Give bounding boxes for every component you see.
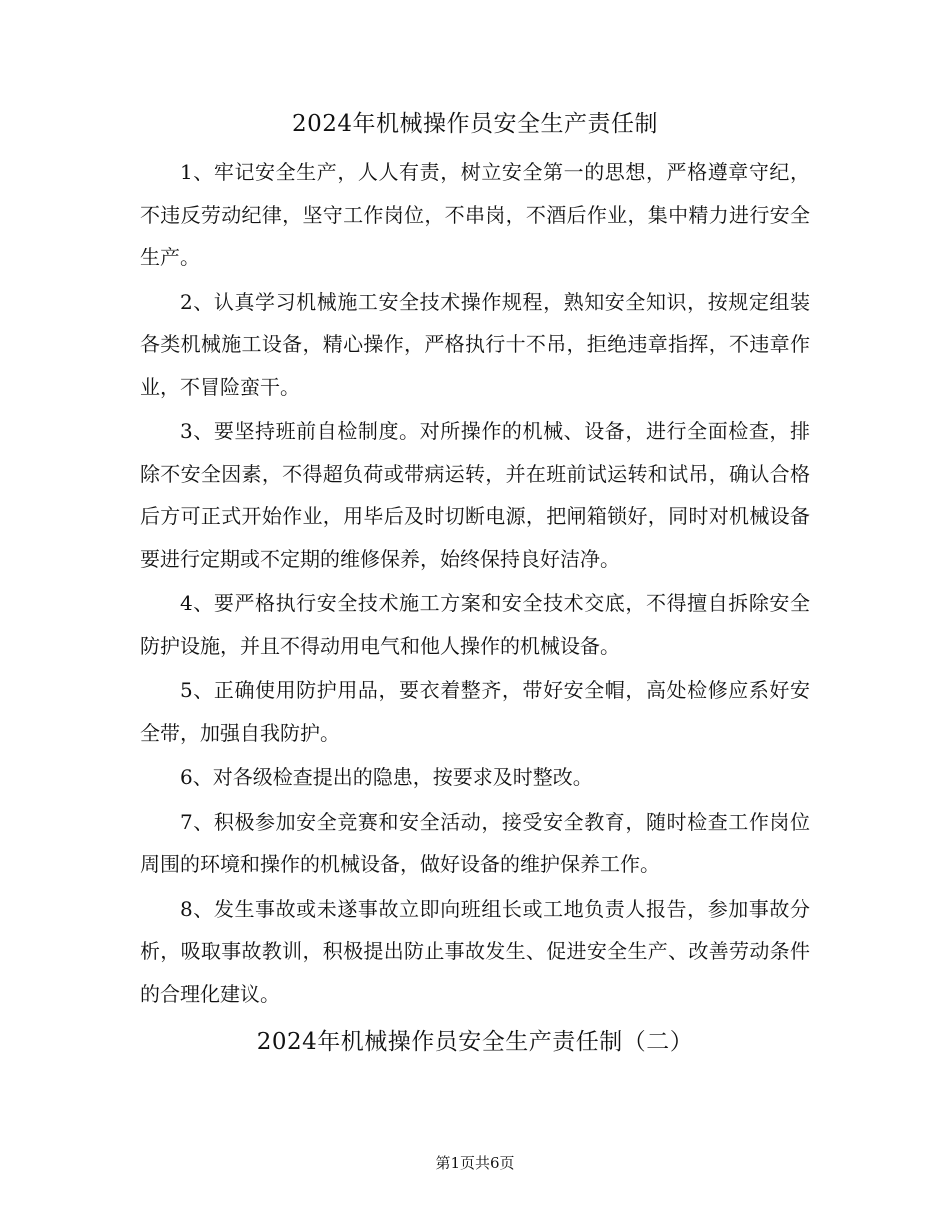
paragraph-5: 5、正确使用防护用品，要衣着整齐，带好安全帽，高处检修应系好安全带，加强自我防护。 <box>140 678 810 745</box>
paragraph-2: 2、认真学习机械施工安全技术操作规程，熟知安全知识，按规定组装各类机械施工设备，精心操作，严格执行十不吊，拒绝违章指挥，不违章作业，不冒险蛮干。 <box>140 289 810 399</box>
paragraph-3: 3、要坚持班前自检制度。对所操作的机械、设备，进行全面检查，排除不安全因素，不得超负荷或带病运转，并在班前试运转和试吊，确认合格后方可正式开始作业，用毕后及时切断电源，把闸箱锁好，同时对机械设备要进行定期或不定期的维修保养，始终保持良好洁净。 <box>140 419 810 571</box>
section-title-2: 2024年机械操作员安全生产责任制（二） <box>256 1029 694 1055</box>
paragraph-6: 6、对各级检查提出的隐患，按要求及时整改。 <box>180 765 593 789</box>
paragraph-1: 1、牢记安全生产，人人有责，树立安全第一的思想，严格遵章守纪，不违反劳动纪律，坚守工作岗位，不串岗，不酒后作业，集中精力进行安全生产。 <box>140 160 810 269</box>
paragraph-4: 4、要严格执行安全技术施工方案和安全技术交底，不得擅自拆除安全防护设施，并且不得动用电气和他人操作的机械设备。 <box>140 591 810 658</box>
page-number: 第1页共6页 <box>435 1154 515 1172</box>
document-body <box>140 105 810 1061</box>
paragraph-7: 7、积极参加安全竞赛和安全活动，接受安全教育，随时检查工作岗位周围的环境和操作的机械设备，做好设备的维护保养工作。 <box>140 809 810 876</box>
document-title: 2024年机械操作员安全生产责任制 <box>291 111 659 137</box>
paragraph-8: 8、发生事故或未遂事故立即向班组长或工地负责人报告，参加事故分析，吸取事故教训，积极提出防止事故发生、促进安全生产、改善劳动条件的合理化建议。 <box>140 896 810 1006</box>
